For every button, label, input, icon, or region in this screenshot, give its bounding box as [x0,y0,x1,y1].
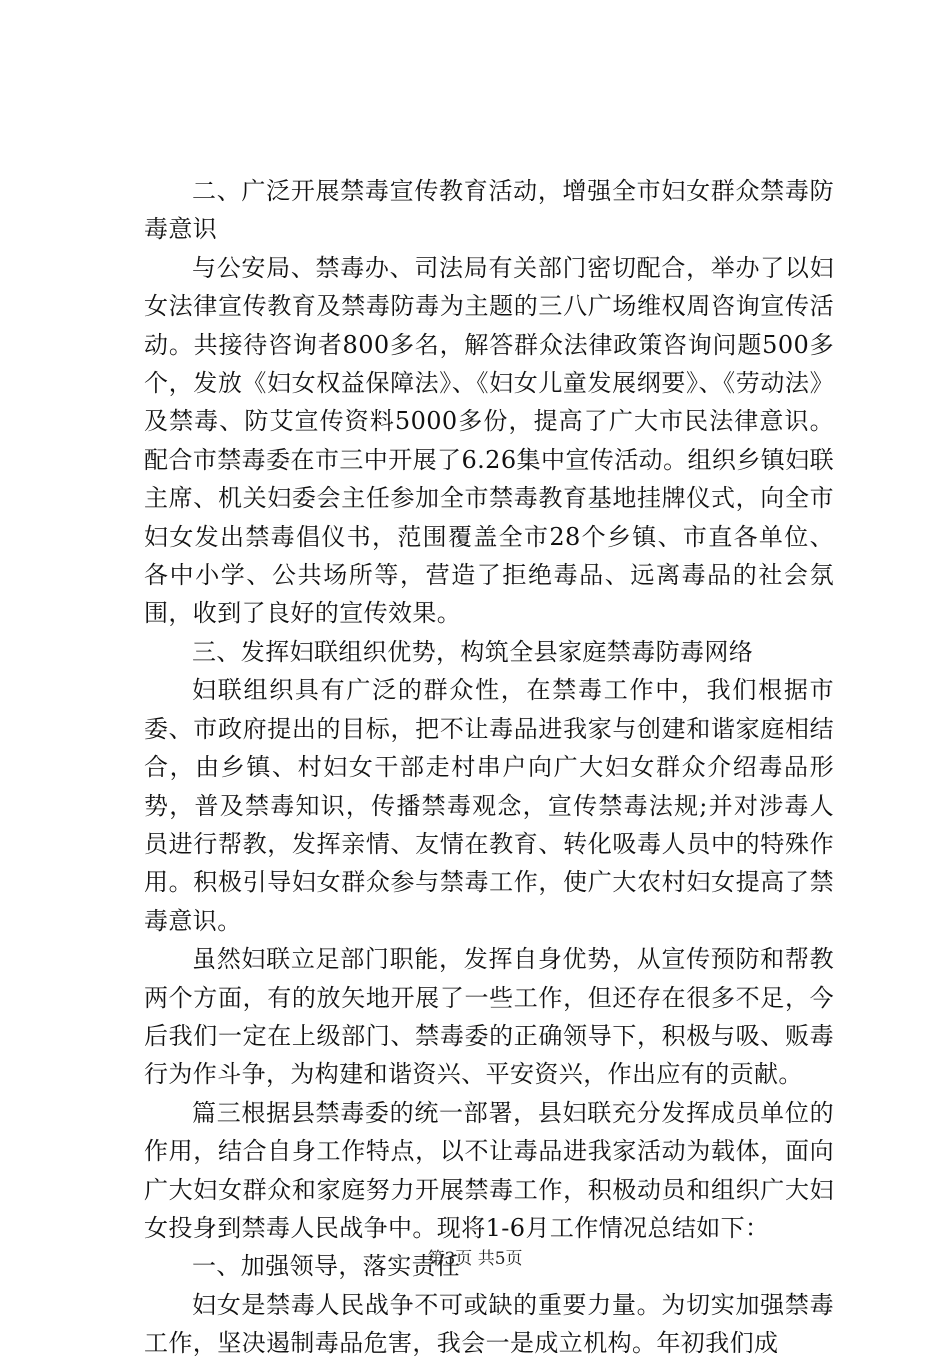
body-paragraph: 妇女是禁毒人民战争不可或缺的重要力量。为切实加强禁毒工作，坚决遏制毒品危害，我会一是成立机构。年初我们成 [144,1290,834,1358]
section-heading-2: 二、广泛开展禁毒宣传教育活动，增强全市妇女群众禁毒防毒意识 [144,177,834,244]
section-heading-3: 三、发挥妇联组织优势，构筑全县家庭禁毒防毒网络 [192,637,754,666]
document-body [144,172,834,1363]
section-heading-1: 一、加强领导，落实责任 [192,1252,461,1281]
body-paragraph: 篇三根据县禁毒委的统一部署，县妇联充分发挥成员单位的作用，结合自身工作特点，以不让毒品进我家活动为载体，面向广大妇女群众和家庭努力开展禁毒工作，积极动员和组织广大妇女投身到禁毒人民战争中。现将1-6月工作情况总结如下： [144,1098,834,1242]
body-paragraph: 妇联组织具有广泛的群众性，在禁毒工作中，我们根据市委、市政府提出的目标，把不让毒品进我家与创建和谐家庭相结合，由乡镇、村妇女干部走村串户向广大妇女群众介绍毒品形势，普及禁毒知识，传播禁毒观念，宣传禁毒法规;并对涉毒人员进行帮教，发挥亲情、友情在教育、转化吸毒人员中的特殊作用。积极引导妇女群众参与禁毒工作，使广大农村妇女提高了禁毒意识。 [144,676,834,935]
page-number: 第3页 共5页 [427,1249,523,1269]
body-paragraph: 与公安局、禁毒办、司法局有关部门密切配合，举办了以妇女法律宣传教育及禁毒防毒为主题的三八广场维权周咨询宣传活动。共接待咨询者800多名，解答群众法律政策咨询问题500多个，发放《妇女权益保障法》、《妇女儿童发展纲要》、《劳动法》及禁毒、防艾宣传资料5000多份，提高了广大市民法律意识。配合市禁毒委在市三中开展了6.26集中宣传活动。组织乡镇妇联主席、机关妇委会主任参加全市禁毒教育基地挂牌仪式，向全市妇女发出禁毒倡仪书，范围覆盖全市28个乡镇、市直各单位、各中小学、公共场所等，营造了拒绝毒品、远离毒品的社会氛围，收到了良好的宣传效果。 [144,253,834,628]
body-paragraph: 虽然妇联立足部门职能，发挥自身优势，从宣传预防和帮教两个方面，有的放矢地开展了一些工作，但还存在很多不足，今后我们一定在上级部门、禁毒委的正确领导下，积极与吸、贩毒行为作斗争，为构建和谐资兴、平安资兴，作出应有的贡献。 [144,945,834,1089]
